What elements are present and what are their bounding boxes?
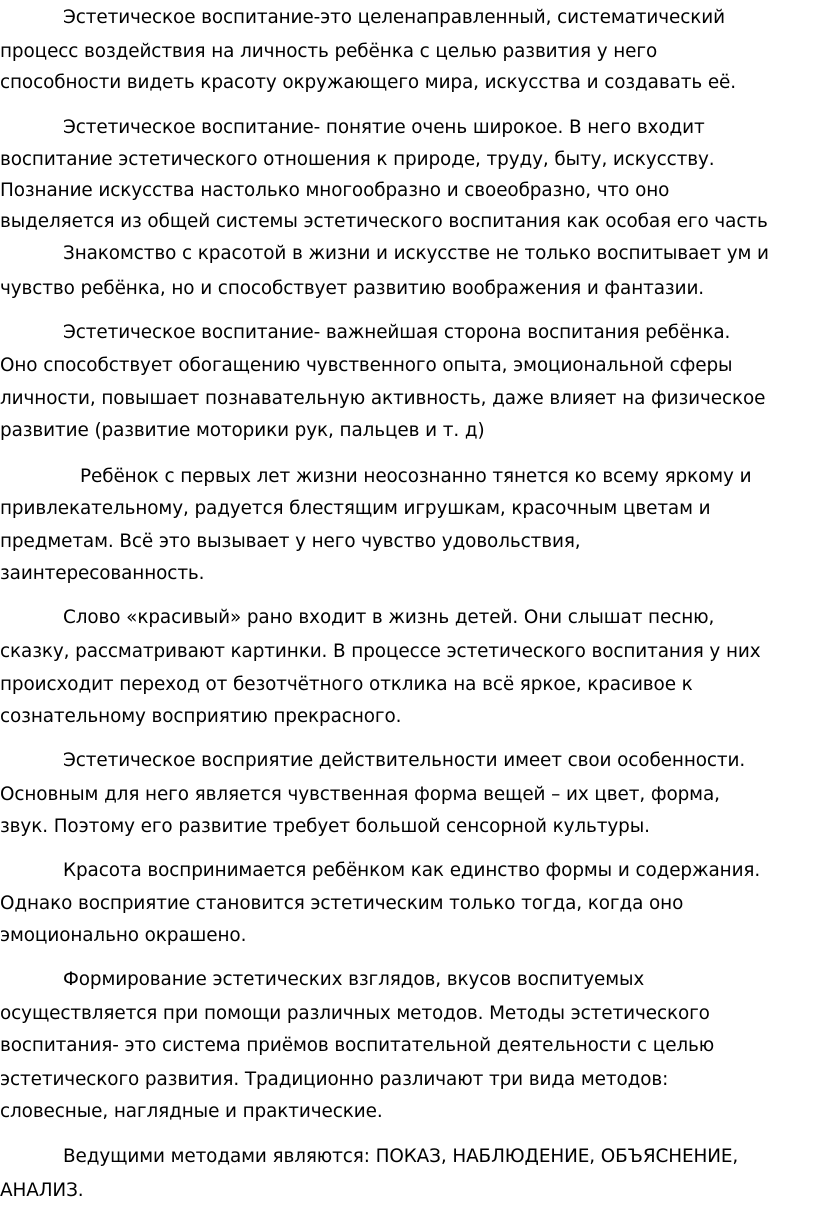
text-line: выделяется из общей системы эстетического воспитания как особая его часть: [0, 211, 768, 232]
text-line: эмоционально окрашено.: [0, 925, 247, 946]
text-line: Эстетическое воспитание- понятие очень широкое. В него входит: [63, 117, 705, 138]
text-line: Эстетическое восприятие действительности имеет свои особенности.: [63, 750, 746, 771]
text-line: личности, повышает познавательную активность, даже влияет на физическое: [0, 388, 766, 409]
text-line: процесс воздействия на личность ребёнка с целью развития у него: [0, 41, 658, 62]
text-line: словесные, наглядные и практические.: [0, 1101, 383, 1122]
text-line: происходит переход от безотчётного отклика на всё яркое, красивое к: [0, 674, 693, 695]
text-line: эстетического развития. Традиционно различают три вида методов:: [0, 1069, 669, 1090]
text-line: Слово «красивый» рано входит в жизнь детей. Они слышат песню,: [63, 607, 715, 628]
text-line: сказку, рассматривают картинки. В процессе эстетического воспитания у них: [0, 641, 761, 662]
text-line: Эстетическое воспитание-это целенаправленный, систематический: [63, 7, 725, 28]
text-line: Основным для него является чувственная форма вещей – их цвет, форма,: [0, 784, 720, 805]
text-line: звук. Поэтому его развитие требует большой сенсорной культуры.: [0, 816, 650, 837]
text-line: воспитание эстетического отношения к природе, труду, быту, искусству.: [0, 149, 715, 170]
text-line: Однако восприятие становится эстетическим только тогда, когда оно: [0, 893, 684, 914]
text-line: Познание искусства настолько многообразно и своеобразно, что оно: [0, 180, 670, 201]
text-line: чувство ребёнка, но и способствует развитию воображения и фантазии.: [0, 278, 705, 299]
text-line: Эстетическое воспитание- важнейшая сторона воспитания ребёнка.: [63, 322, 731, 343]
text-line: развитие (развитие моторики рук, пальцев и т. д): [0, 420, 485, 441]
text-line: Ребёнок с первых лет жизни неосознанно тянется ко всему яркому и: [80, 466, 752, 487]
text-line: АНАЛИЗ.: [0, 1180, 84, 1201]
text-line: привлекательному, радуется блестящим игрушкам, красочным цветам и: [0, 498, 711, 519]
text-line: Красота воспринимается ребёнком как единство формы и содержания.: [63, 860, 761, 881]
text-line: заинтересованность.: [0, 563, 205, 584]
text-line: Оно способствует обогащению чувственного опыта, эмоциональной сферы: [0, 355, 733, 376]
text-line: осуществляется при помощи различных методов. Методы эстетического: [0, 1003, 710, 1024]
text-line: воспитания- это система приёмов воспитательной деятельности с целью: [0, 1035, 715, 1056]
text-line: сознательному восприятию прекрасного.: [0, 706, 402, 727]
text-line: предметам. Всё это вызывает у него чувство удовольствия,: [0, 531, 581, 552]
text-line: способности видеть красоту окружающего мира, искусства и создавать её.: [0, 72, 737, 93]
text-line: Ведущими методами являются: ПОКАЗ, НАБЛЮДЕНИЕ, ОБЪЯСНЕНИЕ,: [63, 1146, 739, 1167]
text-line: Формирование эстетических взглядов, вкусов воспитуемых: [63, 969, 645, 990]
text-line: Знакомство с красотой в жизни и искусстве не только воспитывает ум и: [63, 243, 769, 264]
